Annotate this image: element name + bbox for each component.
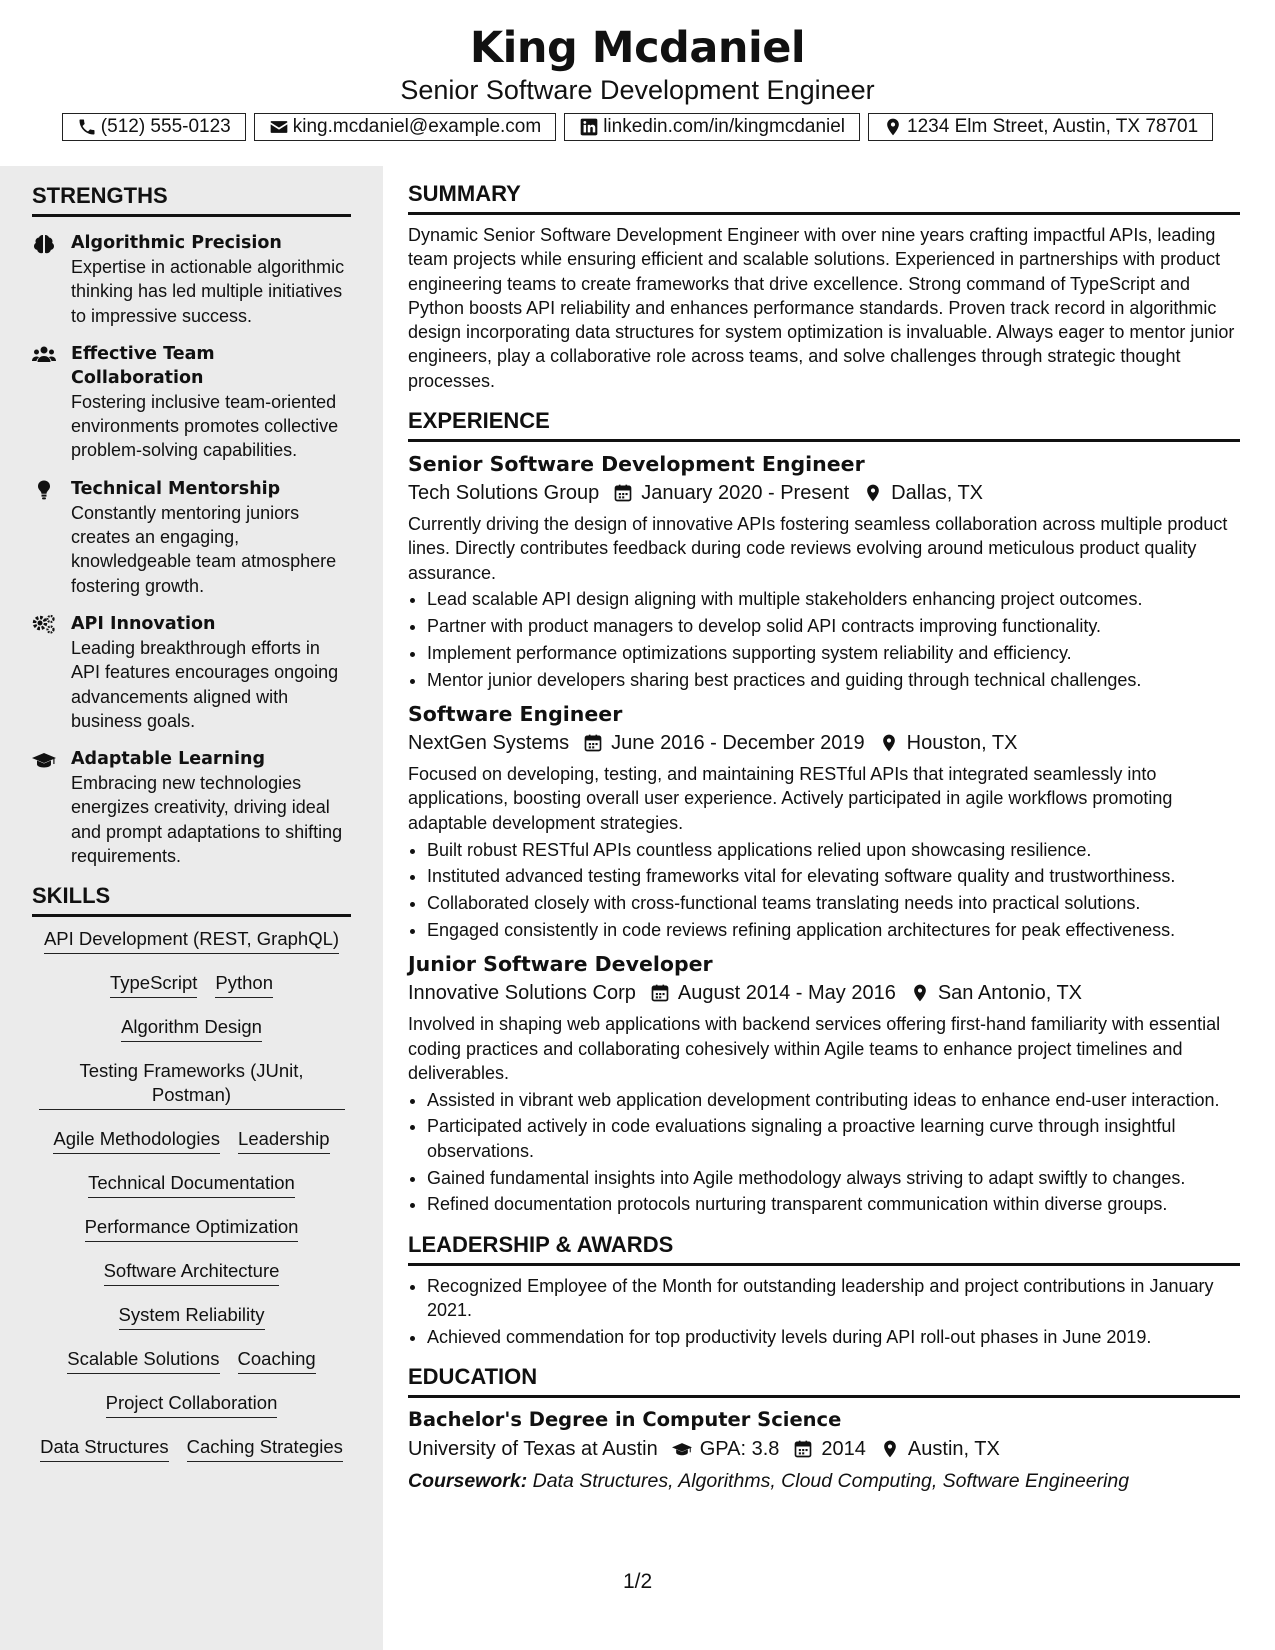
strength-description: Leading breakthrough efforts in API features encourages ongoing advancements aligned with business goals. bbox=[71, 637, 339, 731]
skill-tag: Algorithm Design bbox=[121, 1015, 262, 1042]
list-item: • Built robust RESTful APIs countless applications relied upon showcasing resilience. bbox=[427, 838, 1240, 862]
phone-text: (512) 555-0123 bbox=[100, 116, 231, 137]
job-location: San Antonio, TX bbox=[937, 982, 1083, 1005]
strength-description: Constantly mentoring juniors creates an engaging, knowledgeable team atmosphere fostering growth. bbox=[71, 502, 337, 596]
skill-tag: Project Collaboration bbox=[106, 1391, 278, 1418]
job-company: Tech Solutions Group bbox=[408, 482, 600, 505]
email-text: king.mcdaniel@example.com bbox=[292, 116, 542, 137]
strengths-section bbox=[32, 182, 351, 868]
job-company: NextGen Systems bbox=[408, 732, 570, 755]
phone-icon bbox=[77, 117, 97, 137]
skill-tag: System Reliability bbox=[119, 1303, 265, 1330]
list-item: • Assisted in vibrant web application development contributing ideas to enhance end-user interaction. bbox=[427, 1088, 1240, 1112]
sidebar bbox=[0, 166, 383, 1650]
job-description: Involved in shaping web applications with backend services offering first-hand familiarity with essential coding practices and collaborating cohesively within Agile teams to enhance project timelines and deliverables. bbox=[408, 1014, 1221, 1083]
skills-heading: SKILLS bbox=[32, 882, 351, 917]
coursework-label: Coursework: bbox=[408, 1470, 528, 1492]
strength-item bbox=[32, 342, 351, 463]
main-content bbox=[408, 166, 1240, 1494]
job-description: Focused on developing, testing, and maintaining RESTful APIs that integrated seamlessly into applications, boosting overall user experience. Actively participated in agile workflows promoting adaptable development strategies. bbox=[408, 764, 1173, 833]
skill-row bbox=[32, 1435, 351, 1462]
skill-tag: Agile Methodologies bbox=[53, 1127, 220, 1154]
coursework-list: Data Structures, Algorithms, Cloud Computing, Software Engineering bbox=[527, 1470, 1130, 1492]
envelope-icon bbox=[269, 117, 289, 137]
skills-section bbox=[32, 882, 351, 1462]
skill-row bbox=[32, 1259, 351, 1286]
skill-tag: Technical Documentation bbox=[88, 1171, 295, 1198]
school-location: Austin, TX bbox=[907, 1438, 1000, 1460]
calendar-icon bbox=[650, 983, 670, 1003]
job-dates: June 2016 - December 2019 bbox=[611, 732, 865, 755]
experience-heading: EXPERIENCE bbox=[408, 407, 1240, 442]
job-meta bbox=[408, 978, 1240, 1008]
graduation-cap-icon bbox=[32, 749, 56, 771]
calendar-icon bbox=[583, 733, 603, 753]
address-text: 1234 Elm Street, Austin, TX 78701 bbox=[907, 116, 1199, 137]
resume-header bbox=[0, 0, 1275, 166]
strength-item bbox=[32, 231, 351, 328]
skill-tag: TypeScript bbox=[110, 971, 197, 998]
graduation-year: 2014 bbox=[821, 1438, 866, 1460]
skill-tag: Leadership bbox=[238, 1127, 330, 1154]
job-dates: August 2014 - May 2016 bbox=[677, 982, 896, 1005]
job-entry bbox=[408, 450, 1240, 692]
strength-description: Embracing new technologies energizes creativity, driving ideal and prompt adaptations to shifting requirements. bbox=[71, 773, 343, 867]
job-company: Innovative Solutions Corp bbox=[408, 982, 636, 1005]
job-meta bbox=[408, 728, 1240, 758]
page-number: 1/2 bbox=[623, 1570, 653, 1593]
awards-list bbox=[408, 1274, 1240, 1349]
list-item: • Implement performance optimizations supporting system reliability and efficiency. bbox=[427, 641, 1240, 665]
job-title: Software Engineer bbox=[408, 702, 623, 727]
skill-row bbox=[32, 971, 351, 998]
list-item: • Collaborated closely with cross-functional teams translating needs into practical solutions. bbox=[427, 891, 1240, 915]
job-bullets bbox=[408, 587, 1240, 692]
job-meta bbox=[408, 478, 1240, 508]
list-item: • Participated actively in code evaluations signaling a proactive learning curve through insightful observations. bbox=[427, 1114, 1240, 1163]
list-item: • Instituted advanced testing frameworks vital for elevating software quality and trustworthiness. bbox=[427, 864, 1240, 888]
contact-linkedin[interactable] bbox=[564, 113, 860, 141]
skill-row bbox=[32, 1391, 351, 1418]
graduation-cap-icon bbox=[672, 1439, 692, 1459]
skill-row bbox=[32, 1347, 351, 1374]
awards-heading: LEADERSHIP & AWARDS bbox=[408, 1231, 1240, 1266]
strength-description: Expertise in actionable algorithmic thinking has led multiple initiatives to impressive success. bbox=[71, 257, 345, 326]
skill-tag: Coaching bbox=[238, 1347, 316, 1374]
job-location: Houston, TX bbox=[906, 732, 1018, 755]
skill-tag: Python bbox=[215, 971, 273, 998]
job-location: Dallas, TX bbox=[891, 482, 984, 505]
skill-row bbox=[32, 927, 351, 954]
job-dates: January 2020 - Present bbox=[641, 482, 850, 505]
coursework bbox=[408, 1468, 1240, 1494]
gpa: GPA: 3.8 bbox=[699, 1438, 780, 1460]
job-bullets bbox=[408, 838, 1240, 943]
strength-title: Algorithmic Precision bbox=[71, 233, 282, 253]
skill-tag: Scalable Solutions bbox=[67, 1347, 219, 1374]
list-item: • Lead scalable API design aligning with multiple stakeholders enhancing project outcomes. bbox=[427, 587, 1240, 611]
map-pin-icon bbox=[883, 117, 903, 137]
skill-row bbox=[32, 1215, 351, 1242]
list-item: • Mentor junior developers sharing best practices and guiding through technical challenges. bbox=[427, 668, 1240, 692]
calendar-icon bbox=[613, 483, 633, 503]
candidate-name: King Mcdaniel bbox=[469, 23, 806, 73]
skill-tag: Data Structures bbox=[40, 1435, 169, 1462]
job-bullets bbox=[408, 1088, 1240, 1217]
skill-row bbox=[32, 1015, 351, 1042]
strengths-heading: STRENGTHS bbox=[32, 182, 351, 217]
contact-bar bbox=[0, 113, 1275, 141]
strength-item bbox=[32, 477, 351, 598]
skill-tag: Testing Frameworks (JUnit, Postman) bbox=[39, 1059, 345, 1110]
skill-tag: API Development (REST, GraphQL) bbox=[44, 927, 339, 954]
lightbulb-icon bbox=[32, 479, 56, 501]
list-item: • Partner with product managers to develop solid API contracts improving functionality. bbox=[427, 614, 1240, 638]
job-entry bbox=[408, 950, 1240, 1216]
map-pin-icon bbox=[880, 1439, 900, 1459]
job-title: Junior Software Developer bbox=[408, 952, 713, 977]
gears-icon bbox=[32, 614, 56, 636]
job-title: Senior Software Development Engineer bbox=[408, 452, 865, 477]
education-heading: EDUCATION bbox=[408, 1363, 1240, 1398]
brain-icon bbox=[32, 233, 56, 255]
degree-title: Bachelor's Degree in Computer Science bbox=[408, 1408, 842, 1431]
linkedin-icon bbox=[579, 117, 599, 137]
users-icon bbox=[32, 344, 56, 366]
strength-title: Adaptable Learning bbox=[71, 749, 265, 770]
school-name: University of Texas at Austin bbox=[408, 1438, 658, 1460]
skill-row bbox=[32, 1303, 351, 1330]
strength-item bbox=[32, 747, 351, 868]
calendar-icon bbox=[793, 1439, 813, 1459]
summary-text: Dynamic Senior Software Development Engineer with over nine years crafting impactful APIs, leading team projects while ensuring efficient and scalable solutions. Experienced in partnerships with product engineering teams to create frameworks that drive excellence. Strong command of TypeScript and Python boosts API reliability and enhances performance standards. Proven track record in algorithmic design incorporating data structures for system optimization is invaluable. Always eager to mentor junior engineers, play a collaborative role across teams, and solve challenges through strategic thought processes. bbox=[408, 225, 1235, 391]
list-item: • Refined documentation protocols nurturing transparent communication within diverse groups. bbox=[427, 1192, 1240, 1216]
list-item: • Gained fundamental insights into Agile methodology always striving to adapt swiftly to changes. bbox=[427, 1166, 1240, 1190]
list-item: • Recognized Employee of the Month for outstanding leadership and project contributions in January 2021. bbox=[427, 1274, 1240, 1323]
map-pin-icon bbox=[863, 483, 883, 503]
summary-heading: SUMMARY bbox=[408, 180, 1240, 215]
map-pin-icon bbox=[910, 983, 930, 1003]
map-pin-icon bbox=[879, 733, 899, 753]
skill-row bbox=[32, 1127, 351, 1154]
contact-phone[interactable] bbox=[62, 113, 246, 141]
education-meta bbox=[408, 1434, 1240, 1464]
contact-address bbox=[868, 113, 1213, 141]
strength-title: Effective Team Collaboration bbox=[71, 343, 215, 388]
job-description: Currently driving the design of innovative APIs fostering seamless collaboration across multiple product lines. Directly contributes feedback during code reviews evolving around meticulous product quality assurance. bbox=[408, 514, 1228, 583]
linkedin-text: linkedin.com/in/kingmcdaniel bbox=[603, 116, 846, 137]
strength-description: Fostering inclusive team-oriented environments promotes collective problem-solving capabilities. bbox=[71, 391, 339, 461]
skill-tag: Caching Strategies bbox=[187, 1435, 343, 1462]
skill-row bbox=[32, 1171, 351, 1198]
list-item: • Engaged consistently in code reviews refining application architectures for peak effectiveness. bbox=[427, 918, 1240, 942]
skill-tag: Software Architecture bbox=[104, 1259, 280, 1286]
job-entry bbox=[408, 700, 1240, 942]
contact-email[interactable] bbox=[254, 113, 556, 141]
strength-title: API Innovation bbox=[71, 613, 216, 634]
skill-row bbox=[32, 1059, 351, 1110]
strength-item bbox=[32, 612, 351, 733]
list-item: • Achieved commendation for top productivity levels during API roll-out phases in June 2019. bbox=[427, 1325, 1240, 1349]
skills-list bbox=[32, 927, 351, 1462]
strength-title: Technical Mentorship bbox=[71, 478, 281, 499]
candidate-title: Senior Software Development Engineer bbox=[400, 75, 875, 105]
skill-tag: Performance Optimization bbox=[85, 1215, 299, 1242]
